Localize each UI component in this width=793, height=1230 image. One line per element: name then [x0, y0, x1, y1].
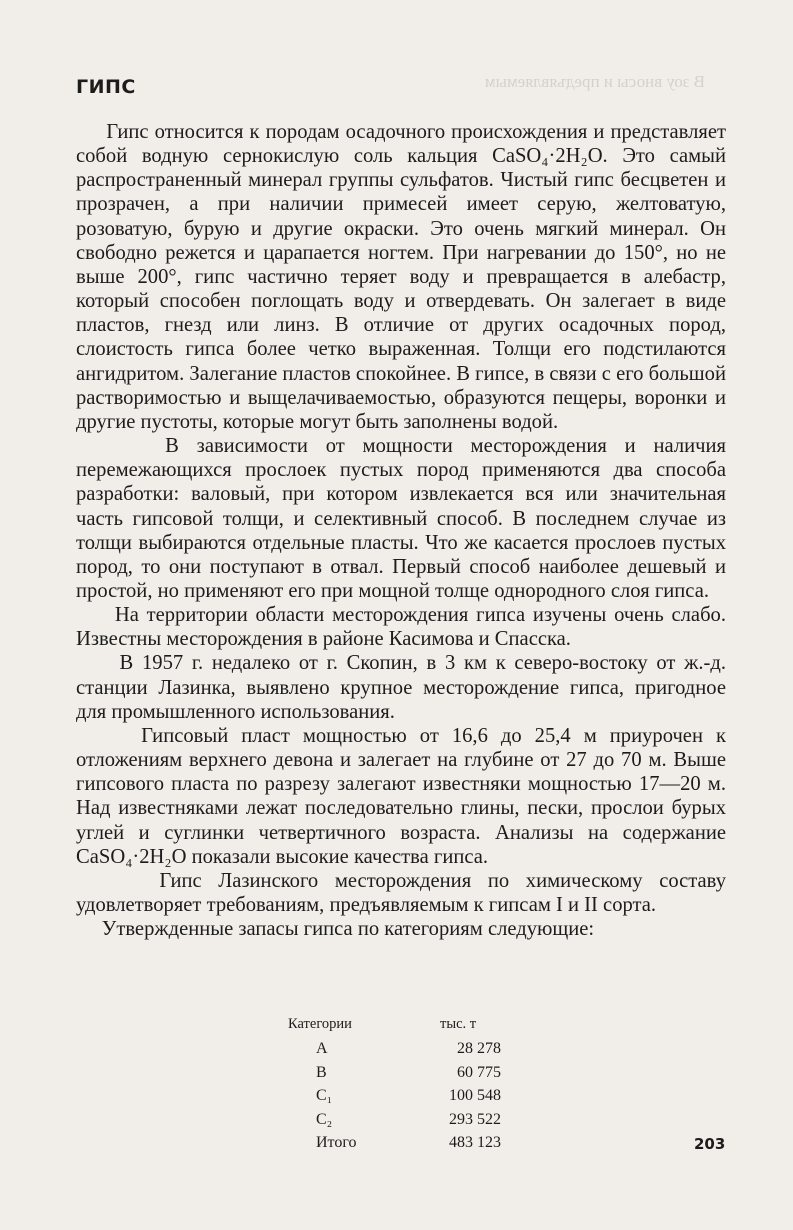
amount-cell: 483 123 — [449, 1134, 501, 1151]
category-cell: Итого — [316, 1134, 357, 1151]
paragraph-lazinka: В 1957 г. недалеко от г. Скопин, в 3 км к северо-востоку от ж.-д. станции Лазинка, выявлено крупное месторождение гипса, пригодное для промышленного использования. — [76, 652, 732, 723]
column-header-amount: тыс. т — [440, 1016, 477, 1032]
amount-cell: 293 522 — [449, 1110, 501, 1128]
category-cell: A — [316, 1040, 328, 1057]
section-heading: ГИПС — [76, 76, 136, 98]
amount-cell: 60 775 — [457, 1063, 501, 1081]
bleed-through-text: В зоу вносы и предъявляемым — [484, 72, 705, 91]
category-cell: C₁ — [316, 1087, 333, 1104]
page-number: 203 — [694, 1135, 726, 1153]
paragraph-description: Гипс относится к породам осадочного происхождения и представляет собой водную сернокислую соль кальция CaSO₄·2H₂O. Это самый распространенный минерал группы сульфатов. Чистый гипс бесцветен и прозрачен, а при наличии примесей имеет серую, желтоватую, розоватую, бурую и другие окраски. Это очень мягкий минерал. Он свободно режется и царапается ногтем. При нагревании до 150°, но не выше 200°, гипс частично теряет воду и превращается в алебастр, который способен поглощать воду и отвердевать. Он залегает в виде пластов, гнезд или линз. В отличие от других осадочных пород, слоистость гипса более четко выраженная. Толщи его подстилаются ангидритом. Залегание пластов спокойнее. В гипсе, в связи с его большой растворимостью и выщелачиваемостью, образуются пещеры, воронки и другие пустоты, которые могут быть заполнены водой. — [76, 121, 732, 433]
column-header-category: Категории — [288, 1016, 352, 1032]
paragraph-quality: Гипс Лазинского месторождения по химическому составу удовлетворяет требованиям, предъявляемым к гипсам I и II сорта. — [76, 869, 732, 916]
body-text — [76, 120, 732, 941]
reserves-table — [288, 1016, 528, 1158]
category-cell: C₂ — [316, 1110, 333, 1128]
amount-cell: 100 548 — [449, 1087, 501, 1104]
table-row — [288, 1064, 528, 1088]
table-row — [288, 1040, 528, 1064]
table-row — [288, 1087, 528, 1111]
amount-cell: 28 278 — [457, 1040, 501, 1057]
category-cell: B — [316, 1063, 327, 1081]
table-row — [288, 1111, 528, 1135]
table-header — [288, 1016, 528, 1040]
table-row — [288, 1134, 528, 1158]
paragraph-region: На территории области месторождения гипса изучены очень слабо. Известны месторождения в районе Касимова и Спасска. — [76, 604, 732, 651]
paragraph-geology: Гипсовый пласт мощностью от 16,6 до 25,4 м приурочен к отложениям верхнего девона и залегает на глубине от 27 до 70 м. Выше гипсового пласта по разрезу залегают известняки мощностью 17—20 м. Над известняками лежат последовательно глины, пески, прослои бурых углей и суглинки четвертичного возраста. Анализы на содержание CaSO₄·2H₂O показали высокие качества гипса. — [76, 724, 732, 868]
paragraph-reserves-intro: Утвержденные запасы гипса по категориям следующие: — [76, 918, 595, 941]
paragraph-mining-methods: В зависимости от мощности месторождения и наличия перемежающихся прослоек пустых пород применяются два способа разработки: валовый, при котором извлекается вся или значительная часть гипсовой толщи, и селективный способ. В последнем случае из толщи выбираются отдельные пласты. Что же касается прослоев пустых пород, то они поступают в отвал. Первый способ наиболее дешевый и простой, но применяют его при мощной толще однородного слоя гипса. — [76, 435, 732, 602]
